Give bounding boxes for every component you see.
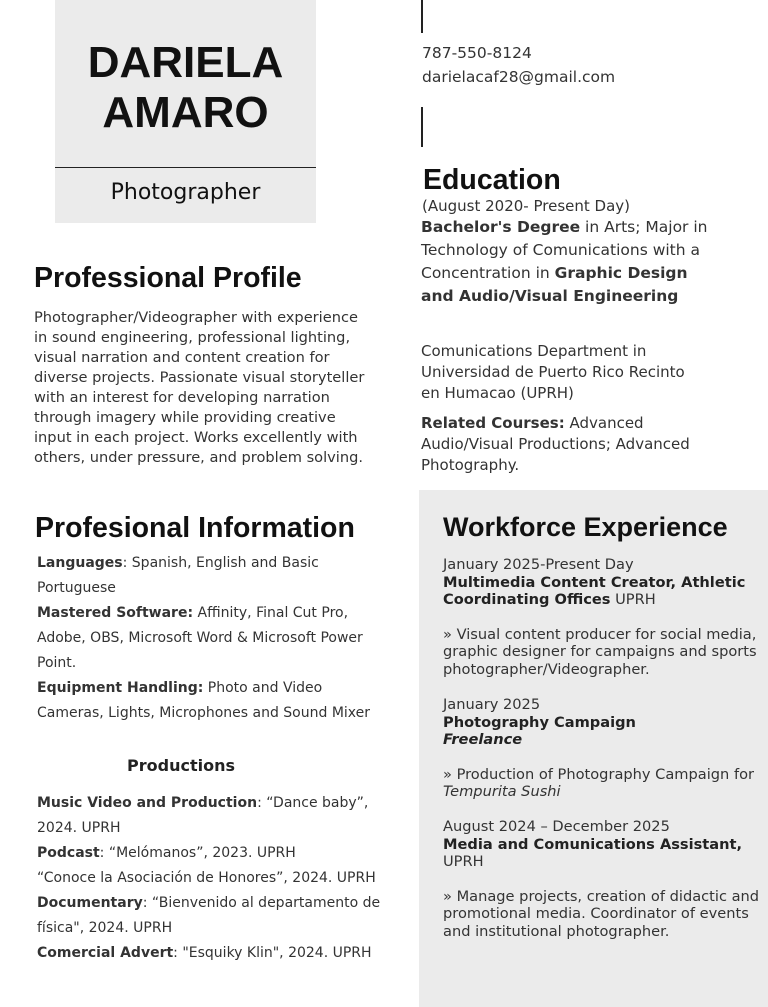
podcast-text: : “Melómanos”, 2023. UPRH — [99, 845, 296, 861]
education-degree — [421, 216, 709, 308]
job-1-org: UPRH — [610, 591, 656, 608]
documentary-label: Documentary — [37, 895, 143, 911]
production-podcast — [37, 841, 387, 866]
profile-heading: Professional Profile — [34, 262, 302, 294]
job-1-desc: » Visual content producer for social media, graphic designer for campaigns and sports photographer/Videographer. — [443, 625, 757, 678]
job-3-title: Media and Comunications Assistant, — [443, 835, 743, 853]
advert-text: : "Esquiky Klin", 2024. UPRH — [173, 945, 372, 961]
name-divider — [55, 167, 316, 168]
job-1-dates: January 2025-Present Day — [443, 556, 634, 573]
podcast-label: Podcast — [37, 845, 100, 861]
job-1-title: Multimedia Content Creator, Athletic Coordinating Offices — [443, 573, 746, 608]
info-heading: Profesional Information — [35, 512, 355, 544]
documentary-text: : “Bienvenido al departamento de física", 2024. UPRH — [37, 895, 381, 936]
production-music-video — [37, 791, 387, 841]
courses-label: Related Courses: — [421, 414, 565, 432]
equipment-text: Photo and Video Cameras, Lights, Microphones and Sound Mixer — [37, 680, 371, 721]
contact-divider-bottom — [421, 107, 423, 147]
name-header-box — [55, 0, 316, 223]
contact-email: darielacaf28@gmail.com — [422, 68, 616, 86]
job-2 — [443, 696, 761, 801]
contact-phone: 787-550-8124 — [422, 44, 532, 62]
languages-label: Languages — [37, 555, 123, 571]
education-heading: Education — [423, 164, 561, 196]
degree-description: in Arts; Major in Technology of Comunications with a Concentration in — [421, 218, 708, 282]
full-name — [55, 38, 316, 138]
education-dates: (August 2020- Present Day) — [422, 197, 630, 215]
job-2-desc-client: Tempurita Sushi — [443, 783, 561, 800]
languages-text: : Spanish, English and Basic Portuguese — [37, 555, 319, 596]
languages-item — [37, 551, 387, 601]
info-list — [37, 551, 387, 726]
advert-label: Comercial Advert — [37, 945, 174, 961]
software-label: Mastered Software: — [37, 605, 194, 621]
equipment-item — [37, 676, 387, 726]
last-name: AMARO — [102, 88, 269, 137]
job-2-org: Freelance — [443, 731, 523, 748]
job-1 — [443, 556, 761, 678]
music-text: : “Dance baby”, 2024. UPRH — [37, 795, 369, 836]
education-courses — [421, 413, 706, 476]
job-2-title: Photography Campaign — [443, 713, 636, 731]
software-text: Affinity, Final Cut Pro, Adobe, OBS, Microsoft Word & Microsoft Power Point. — [37, 605, 363, 671]
first-name: DARIELA — [87, 38, 284, 87]
education-institution: Comunications Department in Universidad de Puerto Rico Recinto en Humacao (UPRH) — [421, 342, 685, 402]
equipment-label: Equipment Handling: — [37, 680, 204, 696]
software-item — [37, 601, 387, 676]
job-3-dates: August 2024 – December 2025 — [443, 818, 670, 835]
workforce-heading: Workforce Experience — [443, 512, 728, 542]
courses-text: Advanced Audio/Visual Productions; Advanced Photography. — [421, 414, 690, 474]
job-3 — [443, 818, 761, 940]
job-3-desc: » Manage projects, creation of didactic and promotional media. Coordinator of events and institutional photographer. — [443, 887, 760, 940]
production-documentary — [37, 891, 387, 941]
job-2-desc — [443, 766, 761, 801]
production-advert — [37, 941, 387, 966]
job-title: Photographer — [110, 180, 261, 205]
degree-concentration: Graphic Design and Audio/Visual Engineering — [421, 264, 688, 305]
degree-name: Bachelor's Degree — [421, 218, 581, 236]
music-label: Music Video and Production — [37, 795, 258, 811]
contact-divider-top — [421, 0, 423, 33]
productions-heading: Productions — [127, 756, 235, 775]
profile-text: Photographer/Videographer with experience in sound engineering, professional lighting, visual narration and content creation for diverse projects. Passionate visual storyteller with an interest for developing narration through imagery while providing creative input in each project. Works excellently with others, under pressure, and problem solving. — [34, 309, 365, 466]
job-3-org: UPRH — [443, 853, 484, 870]
production-podcast-2: “Conoce la Asociación de Honores”, 2024. UPRH — [37, 870, 376, 886]
job-2-dates: January 2025 — [443, 696, 541, 713]
productions-list — [37, 791, 387, 966]
job-2-desc-text: » Production of Photography Campaign for — [443, 765, 755, 783]
